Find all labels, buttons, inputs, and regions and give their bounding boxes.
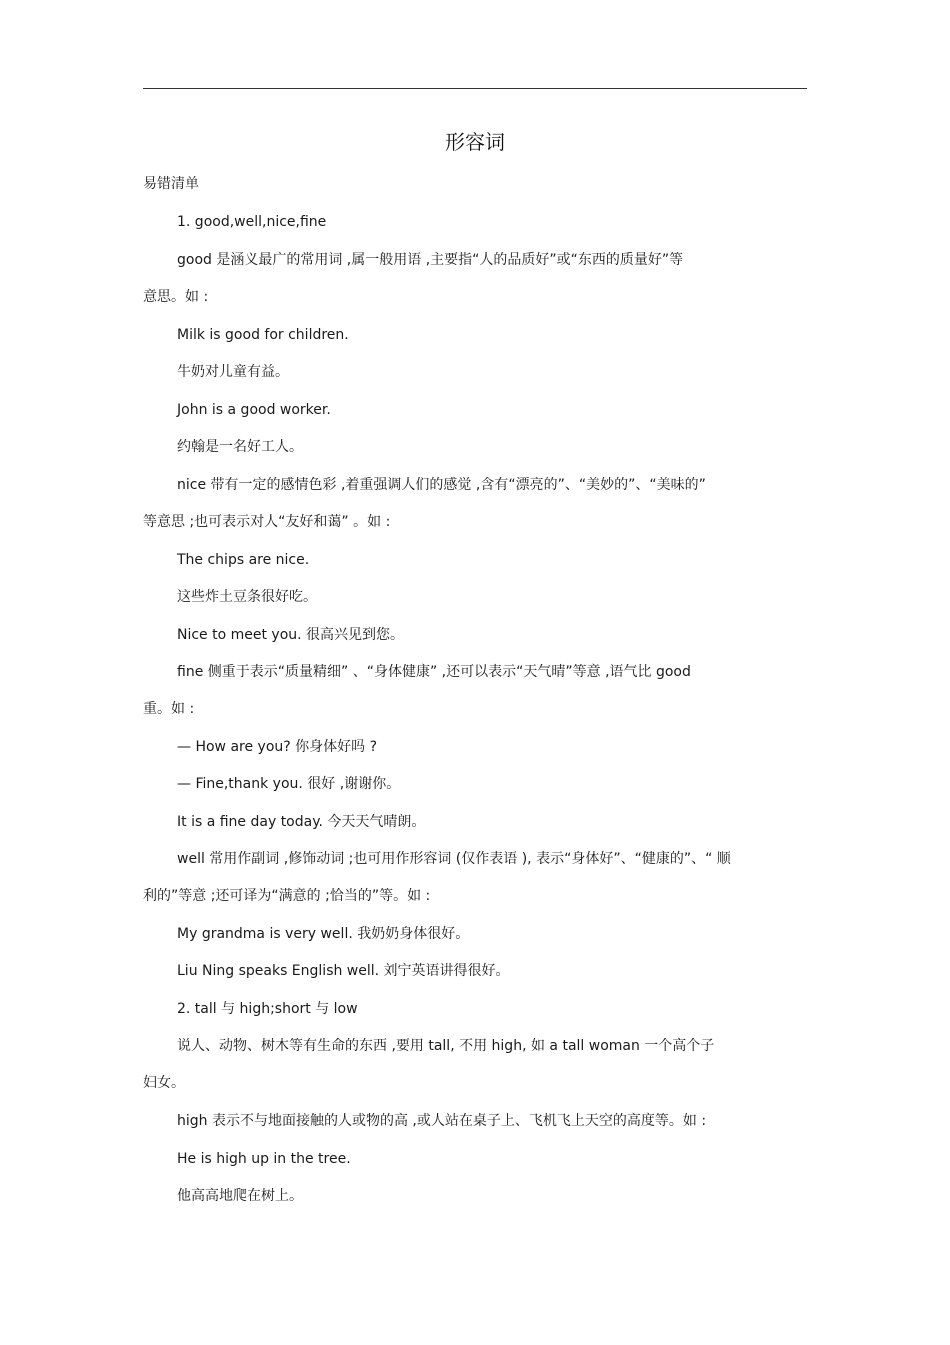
section-heading: 易错清单 (143, 176, 199, 192)
paragraph-good-line-1: good 是涵义最广的常用词 ,属一般用语 ,主要指“人的品质好”或“东西的质量好”等 (177, 252, 684, 268)
paragraph-tall-line-1: 说人、动物、树木等有生命的东西 ,要用 tall, 不用 high, 如 a tall woman 一个高个子 (177, 1038, 715, 1054)
example-chinese: 牛奶对儿童有益。 (177, 364, 289, 380)
example-bilingual: It is a fine day today. 今天天气晴朗。 (177, 814, 426, 830)
dialogue-line: — Fine,thank you. 很好 ,谢谢你。 (177, 776, 401, 792)
subheading-tall-high-short-low: 2. tall 与 high;short 与 low (177, 1001, 358, 1017)
example-bilingual: Liu Ning speaks English well. 刘宁英语讲得很好。 (177, 963, 510, 979)
paragraph-fine-line-2: 重。如 : (143, 701, 195, 717)
example-bilingual: My grandma is very well. 我奶奶身体很好。 (177, 926, 470, 942)
paragraph-tall-line-2: 妇女。 (143, 1075, 185, 1091)
paragraph-good-line-2: 意思。如 : (143, 289, 209, 305)
paragraph-high: high 表示不与地面接触的人或物的高 ,或人站在桌子上、飞机飞上天空的高度等。如 : (177, 1113, 707, 1129)
paragraph-nice-line-2: 等意思 ;也可表示对人“友好和蔼” 。如 : (143, 514, 391, 530)
paragraph-well-line-2: 利的”等意 ;还可译为“满意的 ;恰当的”等。如 : (143, 888, 431, 904)
example-english: He is high up in the tree. (177, 1151, 351, 1167)
example-english: The chips are nice. (177, 552, 310, 568)
example-chinese: 他高高地爬在树上。 (177, 1188, 303, 1204)
header-rule (143, 88, 807, 89)
paragraph-well-line-1: well 常用作副词 ,修饰动词 ;也可用作形容词 (仅作表语 ), 表示“身体好”、“健康的”、“ 顺 (177, 851, 731, 867)
paragraph-fine-line-1: fine 侧重于表示“质量精细” 、“身体健康” ,还可以表示“天气晴”等意 ,语气比 good (177, 664, 691, 680)
page-title: 形容词 (445, 130, 505, 154)
example-english: John is a good worker. (177, 402, 331, 418)
example-chinese: 这些炸土豆条很好吃。 (177, 589, 317, 605)
example-english: Milk is good for children. (177, 327, 349, 343)
subheading-good-well-nice-fine: 1. good,well,nice,fine (177, 214, 327, 230)
example-bilingual: Nice to meet you. 很高兴见到您。 (177, 627, 405, 643)
example-chinese: 约翰是一名好工人。 (177, 439, 303, 455)
dialogue-line: — How are you? 你身体好吗 ? (177, 739, 378, 755)
paragraph-nice-line-1: nice 带有一定的感情色彩 ,着重强调人们的感觉 ,含有“漂亮的”、“美妙的”、“美味的” (177, 477, 706, 493)
